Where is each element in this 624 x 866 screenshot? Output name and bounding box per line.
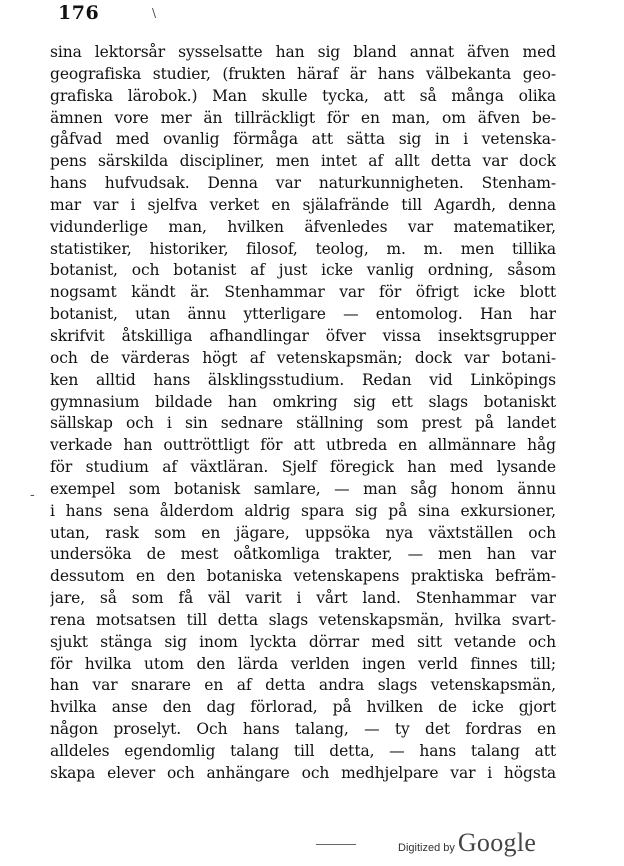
text-line: dessutom en den botaniska vetenskapens praktiska befräm- xyxy=(50,567,556,586)
body-text xyxy=(50,42,556,785)
text-line: någon proselyt. Och hans talang, — ty det fordras en xyxy=(50,720,556,739)
digitized-watermark xyxy=(398,828,536,862)
text-line: skrifvit åtskilliga afhandlingar öfver vissa insektsgrupper xyxy=(50,326,556,345)
text-line: mar var i sjelfva verket en själafrände till Agardh, denna xyxy=(50,195,556,214)
text-line: vidunderlige man, hvilken äfvenledes var matematiker, xyxy=(50,217,556,236)
text-line: sällskap och i sin sednare ställning som prest på landet xyxy=(50,414,556,433)
text-line: statistiker, historiker, filosof, teolog, m. m. men tillika xyxy=(50,239,556,258)
text-line: sjukt stänga sig inom lyckta dörrar med sitt vetande och xyxy=(50,632,556,651)
watermark-prefix: Digitized by xyxy=(398,842,455,854)
text-line: verkade han outtröttligt för att utbreda en allmännare håg xyxy=(50,436,556,455)
page-number: 176 xyxy=(58,2,100,24)
google-logo: Google xyxy=(457,828,537,857)
text-line: pens särskilda discipliner, men intet af allt detta var dock xyxy=(50,152,556,171)
text-line: ken alltid hans älsklingsstudium. Redan vid Linköpings xyxy=(50,370,556,389)
footer-rule xyxy=(316,844,356,845)
text-line: utan, rask som en jägare, uppsöka nya växtställen och xyxy=(50,523,556,542)
text-line: ämnen vore mer än tillräckligt för en man, om äfven be- xyxy=(50,108,556,127)
text-line: exempel som botanisk samlare, — man såg honom ännu xyxy=(50,479,556,498)
text-line: botanist, och botanist af just icke vanlig ordning, såsom xyxy=(50,261,556,280)
text-line: nogsamt kändt är. Stenhammar var för öfrigt icke blott xyxy=(50,283,556,302)
margin-mark: - xyxy=(30,487,35,503)
text-line: botanist, utan ännu ytterligare — entomolog. Han har xyxy=(50,305,556,324)
text-line: hans hufvudsak. Denna var naturkunnigheten. Stenham- xyxy=(50,174,556,193)
text-line: för studium af växtläran. Sjelf föregick han med lysande xyxy=(50,458,556,477)
text-line: grafiska lärobok.) Man skulle tycka, att så många olika xyxy=(50,86,556,105)
text-line: han var snarare en af detta andra slags vetenskapsmän, xyxy=(50,676,556,695)
text-line: skapa elever och anhängare och medhjelpare var i högsta xyxy=(50,763,556,782)
text-line: geografiska studier, (frukten häraf är hans välbekanta geo- xyxy=(50,64,556,83)
text-line: och de värderas högt af vetenskapsmän; dock var botani- xyxy=(50,348,556,367)
text-line: alldeles egendomlig talang till detta, — hans talang att xyxy=(50,742,556,760)
text-line: för hvilka utom den lärda verlden ingen verld finnes till; xyxy=(50,654,556,673)
text-line: undersöka de mest oåtkomliga trakter, — men han var xyxy=(50,545,556,564)
text-line: gåfvad med ovanlig förmåga att sätta sig in i vetenska- xyxy=(50,130,556,149)
stray-mark: \ xyxy=(152,6,157,20)
text-line: rena motsatsen till detta slags vetenskapsmän, hvilka svart- xyxy=(50,610,556,629)
text-line: gymnasium bildade han omkring sig ett slags botaniskt xyxy=(50,392,556,411)
text-line: i hans sena ålderdom aldrig spara sig på sina exkursioner, xyxy=(50,501,556,520)
text-line: jare, så som få väl varit i vårt land. Stenhammar var xyxy=(50,589,556,608)
text-line: hvilka anse den dag förlorad, på hvilken de icke gjort xyxy=(50,698,556,717)
text-line: sina lektorsår sysselsatte han sig bland annat äfven med xyxy=(50,43,556,61)
